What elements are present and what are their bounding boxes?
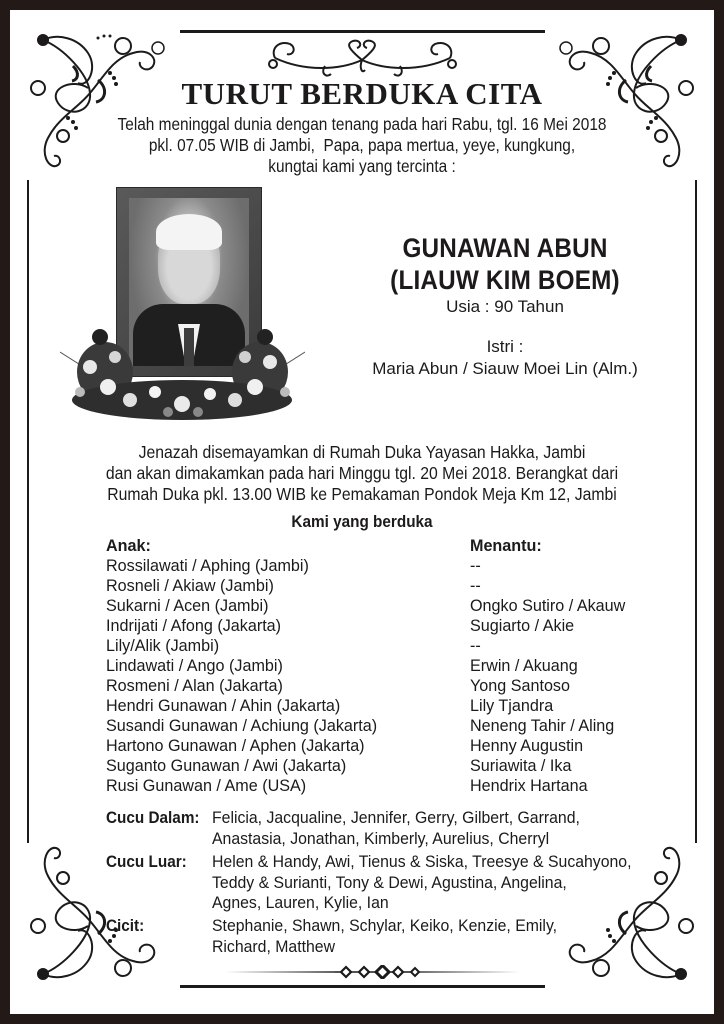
intro-line: kungtai kami yang tercinta : [268,156,456,176]
deceased-age: Usia : 90 Tahun [446,297,564,316]
great-grandchildren-label: Cicit: [106,916,145,935]
name-line: Richard, Matthew [212,936,336,956]
grandchildren-paternal-label: Cucu Dalam: [106,808,200,827]
list-item: Ongko Sutiro / Akauw [470,596,626,615]
frame-line-left [27,180,29,843]
frame-line-top [180,30,545,33]
deceased-name: GUNAWAN ABUN [402,233,608,263]
grandchildren-maternal [106,852,686,914]
list-item: Rusi Gunawan / Ame (USA) [106,776,307,795]
funeral-line: dan akan dimakamkan pada hari Minggu tgl. 20 Mei 2018. Berangkat dari [105,463,619,483]
list-item: Hendrix Hartana [470,776,588,795]
spouse-name: Maria Abun / Siauw Moei Lin (Alm.) [372,359,638,378]
list-item: Henny Augustin [470,736,584,755]
list-item: Lily Tjandra [470,696,554,715]
intro-text [52,114,672,177]
great-grandchildren [106,916,686,957]
grandchildren-paternal [106,808,686,849]
name-line: Agnes, Lauren, Kylie, Ian [212,893,389,912]
list-item: Suganto Gunawan / Awi (Jakarta) [106,756,347,775]
list-item: Erwin / Akuang [470,656,578,675]
list-item: Indrijati / Afong (Jakarta) [106,616,282,635]
intro-line: Telah meninggal dunia dengan tenang pada hari Rabu, tgl. 16 Mei 2018 [117,114,607,134]
name-line: Felicia, Jacqualine, Jennifer, Gerry, Gilbert, Garrand, [212,808,580,827]
page-title: TURUT BERDUKA CITA [181,76,543,111]
list-item: Sukarni / Acen (Jambi) [106,596,269,615]
list-item: Suriawita / Ika [470,756,572,775]
name-line: Stephanie, Shawn, Schylar, Keiko, Kenzie, Emily, [212,916,558,935]
list-item: -- [470,576,481,595]
intro-line: pkl. 07.05 WIB di Jambi, Papa, papa mertua, yeye, kungkung, [148,135,576,155]
diamond-divider-icon [225,965,520,979]
list-item: Susandi Gunawan / Achiung (Jakarta) [106,716,378,735]
spouse-label: Istri : [486,337,524,356]
name-line: Helen & Handy, Awi, Tienus & Siska, Treesye & Sucahyono, [212,852,632,871]
funeral-line: Jenazah disemayamkan di Rumah Duka Yayasan Hakka, Jambi [138,442,586,462]
list-item: Sugiarto / Akie [470,616,575,635]
in-laws-label: Menantu: [470,536,542,555]
grandchildren-maternal-label: Cucu Luar: [106,852,187,871]
list-item: Neneng Tahir / Aling [470,716,615,735]
list-item: Lily/Alik (Jambi) [106,636,220,655]
list-item: Lindawati / Ango (Jambi) [106,656,283,675]
name-line: Teddy & Surianti, Tony & Dewi, Agustina, Angelina, [212,872,567,892]
funeral-line: Rumah Duka pkl. 13.00 WIB ke Pemakaman Pondok Meja Km 12, Jambi [107,484,617,504]
flower-arrangement-icon [60,312,305,422]
children-list [106,536,391,796]
mourners-heading: Kami yang berduka [291,512,433,531]
frame-line-bottom [180,985,545,988]
in-laws-list [470,536,633,796]
list-item: -- [470,556,481,575]
list-item: Hendri Gunawan / Ahin (Jakarta) [106,696,341,715]
list-item: Rosneli / Akiaw (Jambi) [106,576,274,595]
list-item: Hartono Gunawan / Aphen (Jakarta) [106,736,365,755]
children-label: Anak: [106,536,151,555]
funeral-details [45,442,679,505]
deceased-info [310,232,700,380]
list-item: Rossilawati / Aphing (Jambi) [106,556,309,575]
list-item: -- [470,636,481,655]
scroll-ornament-icon [265,36,460,78]
deceased-chinese-name: (LIAUW KIM BOEM) [390,265,620,295]
list-item: Rosmeni / Alan (Jakarta) [106,676,283,695]
name-line: Anastasia, Jonathan, Kimberly, Aurelius, Cherryl [212,828,550,848]
list-item: Yong Santoso [470,676,570,695]
obituary-notice [10,10,714,1014]
portrait-photo [50,187,310,432]
